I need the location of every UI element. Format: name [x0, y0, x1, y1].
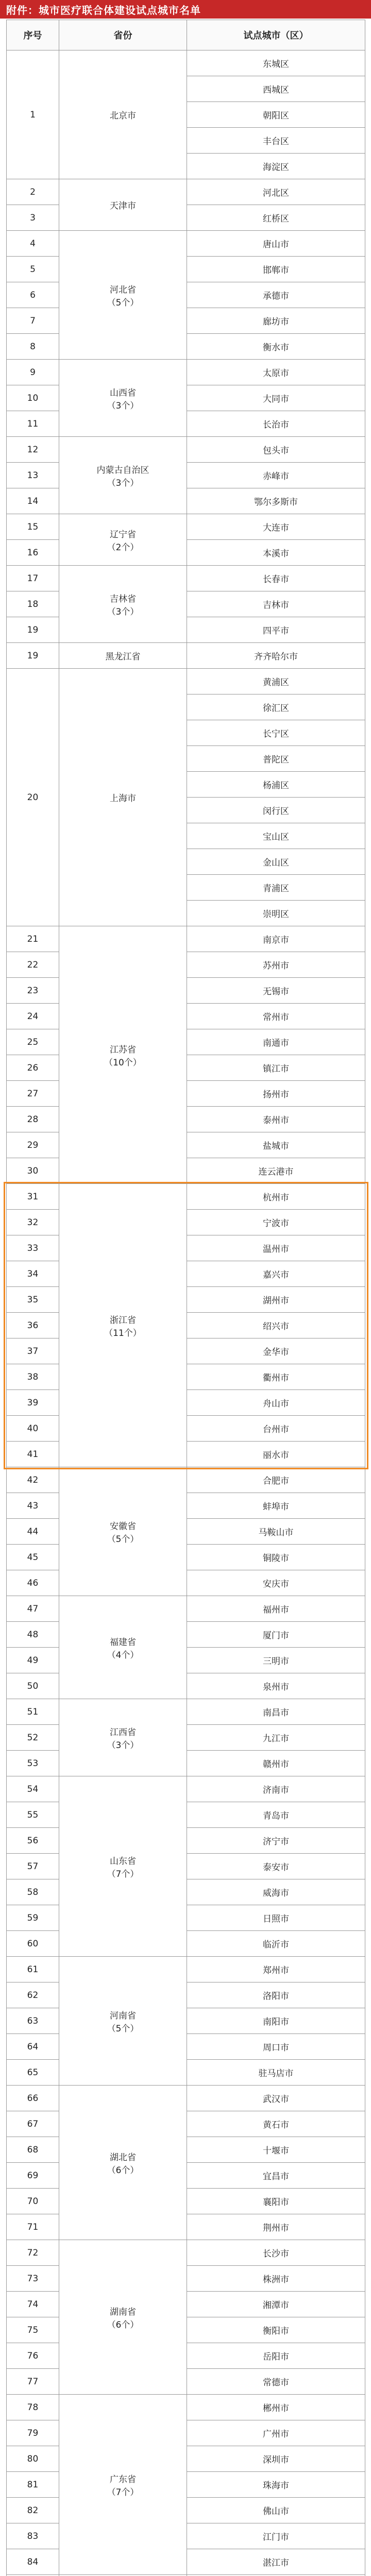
city-cell: 广州市 [187, 2420, 365, 2446]
city-cell: 青浦区 [187, 875, 365, 901]
table-row [7, 1699, 365, 1725]
city-cell: 苏州市 [187, 952, 365, 978]
row-number: 8 [7, 334, 59, 360]
table-row [7, 179, 365, 205]
province-cell: 福建省 （4个） [59, 1596, 187, 1699]
table-row [7, 50, 365, 76]
city-cell: 郑州市 [187, 1957, 365, 1982]
table-row [7, 2086, 365, 2111]
city-cell: 东城区 [187, 50, 365, 76]
city-cell: 本溪市 [187, 540, 365, 566]
city-cell: 太原市 [187, 360, 365, 385]
city-cell: 福州市 [187, 1596, 365, 1622]
city-cell: 齐齐哈尔市 [187, 643, 365, 669]
city-cell: 包头市 [187, 437, 365, 463]
row-number: 79 [7, 2420, 59, 2446]
city-cell: 蚌埠市 [187, 1493, 365, 1519]
city-cell: 南京市 [187, 926, 365, 952]
city-cell: 珠海市 [187, 2472, 365, 2498]
row-number: 49 [7, 1648, 59, 1673]
row-number: 52 [7, 1725, 59, 1751]
row-number: 42 [7, 1467, 59, 1493]
table-row [7, 1467, 365, 1493]
city-cell: 台州市 [187, 1416, 365, 1442]
row-number: 44 [7, 1519, 59, 1545]
province-cell: 河南省 （5个） [59, 1957, 187, 2086]
table-row [7, 360, 365, 385]
row-number: 23 [7, 978, 59, 1004]
city-cell: 赤峰市 [187, 463, 365, 488]
row-number: 5 [7, 257, 59, 282]
header-province: 省份 [59, 20, 187, 50]
row-number: 78 [7, 2395, 59, 2420]
page-title-bar [0, 0, 371, 19]
row-number: 9 [7, 360, 59, 385]
row-number: 39 [7, 1390, 59, 1416]
table-row [7, 926, 365, 952]
city-cell: 湖州市 [187, 1287, 365, 1313]
city-cell: 扬州市 [187, 1081, 365, 1107]
city-cell: 青岛市 [187, 1802, 365, 1828]
city-cell: 武汉市 [187, 2086, 365, 2111]
row-number: 70 [7, 2189, 59, 2214]
row-number: 76 [7, 2343, 59, 2369]
row-number: 45 [7, 1545, 59, 1570]
row-number: 71 [7, 2214, 59, 2240]
city-cell: 佛山市 [187, 2498, 365, 2523]
city-cell: 连云港市 [187, 1158, 365, 1184]
row-number: 41 [7, 1442, 59, 1467]
row-number: 69 [7, 2163, 59, 2189]
table-row [7, 437, 365, 463]
row-number: 25 [7, 1029, 59, 1055]
city-cell: 襄阳市 [187, 2189, 365, 2214]
row-number: 48 [7, 1622, 59, 1648]
city-cell: 徐汇区 [187, 694, 365, 720]
city-cell: 舟山市 [187, 1390, 365, 1416]
city-cell: 廊坊市 [187, 308, 365, 334]
row-number: 27 [7, 1081, 59, 1107]
row-number: 73 [7, 2266, 59, 2292]
row-number: 82 [7, 2498, 59, 2523]
row-number: 57 [7, 1854, 59, 1879]
city-cell: 湘潭市 [187, 2292, 365, 2317]
row-number: 51 [7, 1699, 59, 1725]
city-cell: 金华市 [187, 1338, 365, 1364]
city-cell: 十堰市 [187, 2137, 365, 2163]
province-cell: 内蒙古自治区 （3个） [59, 437, 187, 514]
row-number: 21 [7, 926, 59, 952]
table-row [7, 2240, 365, 2266]
city-cell: 九江市 [187, 1725, 365, 1751]
city-cell: 长沙市 [187, 2240, 365, 2266]
row-number: 75 [7, 2317, 59, 2343]
city-cell: 绍兴市 [187, 1313, 365, 1338]
province-cell: 湖北省 （6个） [59, 2086, 187, 2240]
row-number: 32 [7, 1210, 59, 1235]
city-cell: 金山区 [187, 849, 365, 875]
row-number: 77 [7, 2369, 59, 2395]
row-number: 58 [7, 1879, 59, 1905]
city-cell: 朝阳区 [187, 102, 365, 128]
city-cell: 岳阳市 [187, 2343, 365, 2369]
city-cell: 宜昌市 [187, 2163, 365, 2189]
row-number: 1 [7, 50, 59, 179]
city-cell: 闵行区 [187, 798, 365, 823]
table-row [7, 1596, 365, 1622]
province-cell: 山东省 （7个） [59, 1776, 187, 1957]
city-cell: 承德市 [187, 282, 365, 308]
row-number: 61 [7, 1957, 59, 1982]
city-cell: 泰州市 [187, 1107, 365, 1132]
city-cell: 三明市 [187, 1648, 365, 1673]
city-cell: 常州市 [187, 1004, 365, 1029]
city-cell: 普陀区 [187, 746, 365, 772]
city-cell: 黄浦区 [187, 669, 365, 694]
city-cell: 杭州市 [187, 1184, 365, 1210]
table-row [7, 2395, 365, 2420]
city-cell: 温州市 [187, 1235, 365, 1261]
header-city: 试点城市（区） [187, 20, 365, 50]
city-cell: 深圳市 [187, 2446, 365, 2472]
row-number: 62 [7, 1982, 59, 2008]
city-cell: 郴州市 [187, 2395, 365, 2420]
row-number: 2 [7, 179, 59, 205]
province-cell: 江西省 （3个） [59, 1699, 187, 1776]
row-number: 84 [7, 2549, 59, 2575]
city-cell: 荆州市 [187, 2214, 365, 2240]
row-number: 35 [7, 1287, 59, 1313]
city-cell: 衢州市 [187, 1364, 365, 1390]
city-cell: 海淀区 [187, 154, 365, 179]
table-row [7, 566, 365, 591]
row-number: 7 [7, 308, 59, 334]
row-number: 43 [7, 1493, 59, 1519]
city-cell: 长宁区 [187, 720, 365, 746]
row-number: 60 [7, 1931, 59, 1957]
row-number: 83 [7, 2523, 59, 2549]
city-cell: 衡阳市 [187, 2317, 365, 2343]
row-number: 18 [7, 591, 59, 617]
row-number: 81 [7, 2472, 59, 2498]
row-number: 19 [7, 617, 59, 643]
city-cell: 铜陵市 [187, 1545, 365, 1570]
province-cell: 河北省 （5个） [59, 231, 187, 360]
row-number: 38 [7, 1364, 59, 1390]
row-number: 68 [7, 2137, 59, 2163]
row-number: 3 [7, 205, 59, 231]
row-number: 53 [7, 1751, 59, 1776]
city-cell: 丰台区 [187, 128, 365, 154]
city-cell: 洛阳市 [187, 1982, 365, 2008]
city-cell: 嘉兴市 [187, 1261, 365, 1287]
row-number: 65 [7, 2060, 59, 2086]
city-cell: 南通市 [187, 1029, 365, 1055]
city-cell: 黄石市 [187, 2111, 365, 2137]
city-cell: 西城区 [187, 76, 365, 102]
city-cell: 大同市 [187, 385, 365, 411]
row-number: 72 [7, 2240, 59, 2266]
row-number: 59 [7, 1905, 59, 1931]
city-cell: 衡水市 [187, 334, 365, 360]
city-cell: 马鞍山市 [187, 1519, 365, 1545]
city-cell: 济南市 [187, 1776, 365, 1802]
row-number: 64 [7, 2034, 59, 2060]
city-cell: 河北区 [187, 179, 365, 205]
province-cell: 吉林省 （3个） [59, 566, 187, 643]
row-number: 17 [7, 566, 59, 591]
pilot-city-table [6, 20, 365, 2576]
table-body [7, 50, 365, 2576]
table-row [7, 1184, 365, 1210]
city-cell: 四平市 [187, 617, 365, 643]
header-no: 序号 [7, 20, 59, 50]
row-number: 29 [7, 1132, 59, 1158]
row-number: 13 [7, 463, 59, 488]
city-cell: 镇江市 [187, 1055, 365, 1081]
row-number: 37 [7, 1338, 59, 1364]
city-cell: 南阳市 [187, 2008, 365, 2034]
page-title: 附件：城市医疗联合体建设试点城市名单 [6, 4, 201, 16]
city-cell: 临沂市 [187, 1931, 365, 1957]
row-number: 34 [7, 1261, 59, 1287]
row-number: 10 [7, 385, 59, 411]
city-cell: 杨浦区 [187, 772, 365, 798]
row-number: 54 [7, 1776, 59, 1802]
row-number: 6 [7, 282, 59, 308]
city-cell: 邯郸市 [187, 257, 365, 282]
province-cell: 浙江省 （11个） [59, 1184, 187, 1467]
city-cell: 安庆市 [187, 1570, 365, 1596]
row-number: 67 [7, 2111, 59, 2137]
row-number: 55 [7, 1802, 59, 1828]
city-cell: 周口市 [187, 2034, 365, 2060]
row-number: 20 [7, 669, 59, 926]
table-wrapper [0, 19, 371, 2576]
row-number: 31 [7, 1184, 59, 1210]
row-number: 15 [7, 514, 59, 540]
province-cell: 辽宁省 （2个） [59, 514, 187, 566]
city-cell: 吉林市 [187, 591, 365, 617]
city-cell: 日照市 [187, 1905, 365, 1931]
city-cell: 宁波市 [187, 1210, 365, 1235]
table-row [7, 643, 365, 669]
city-cell: 泉州市 [187, 1673, 365, 1699]
city-cell: 南昌市 [187, 1699, 365, 1725]
city-cell: 红桥区 [187, 205, 365, 231]
city-cell: 宝山区 [187, 823, 365, 849]
row-number: 14 [7, 488, 59, 514]
province-cell: 北京市 [59, 50, 187, 179]
city-cell: 厦门市 [187, 1622, 365, 1648]
province-cell: 湖南省 （6个） [59, 2240, 187, 2395]
city-cell: 大连市 [187, 514, 365, 540]
row-number: 24 [7, 1004, 59, 1029]
row-number: 33 [7, 1235, 59, 1261]
row-number: 47 [7, 1596, 59, 1622]
table-row [7, 1776, 365, 1802]
city-cell: 盐城市 [187, 1132, 365, 1158]
city-cell: 株洲市 [187, 2266, 365, 2292]
row-number: 16 [7, 540, 59, 566]
city-cell: 长春市 [187, 566, 365, 591]
row-number: 56 [7, 1828, 59, 1854]
city-cell: 江门市 [187, 2523, 365, 2549]
province-cell: 山西省 （3个） [59, 360, 187, 437]
table-row [7, 669, 365, 694]
city-cell: 威海市 [187, 1879, 365, 1905]
province-cell: 江苏省 （10个） [59, 926, 187, 1184]
city-cell: 赣州市 [187, 1751, 365, 1776]
row-number: 74 [7, 2292, 59, 2317]
row-number: 19 [7, 643, 59, 669]
row-number: 4 [7, 231, 59, 257]
city-cell: 鄂尔多斯市 [187, 488, 365, 514]
province-cell: 安徽省 （5个） [59, 1467, 187, 1596]
city-cell: 丽水市 [187, 1442, 365, 1467]
row-number: 11 [7, 411, 59, 437]
row-number: 28 [7, 1107, 59, 1132]
city-cell: 合肥市 [187, 1467, 365, 1493]
city-cell: 唐山市 [187, 231, 365, 257]
city-cell: 驻马店市 [187, 2060, 365, 2086]
city-cell: 济宁市 [187, 1828, 365, 1854]
row-number: 46 [7, 1570, 59, 1596]
city-cell: 湛江市 [187, 2549, 365, 2575]
table-row [7, 231, 365, 257]
table-header-row [7, 20, 365, 50]
city-cell: 泰安市 [187, 1854, 365, 1879]
row-number: 50 [7, 1673, 59, 1699]
row-number: 30 [7, 1158, 59, 1184]
province-cell: 广东省 （7个） [59, 2395, 187, 2575]
city-cell: 长治市 [187, 411, 365, 437]
province-cell: 黑龙江省 [59, 643, 187, 669]
city-cell: 崇明区 [187, 901, 365, 926]
province-cell: 天津市 [59, 179, 187, 231]
row-number: 40 [7, 1416, 59, 1442]
row-number: 36 [7, 1313, 59, 1338]
row-number: 80 [7, 2446, 59, 2472]
row-number: 26 [7, 1055, 59, 1081]
city-cell: 常德市 [187, 2369, 365, 2395]
table-row [7, 514, 365, 540]
row-number: 12 [7, 437, 59, 463]
row-number: 63 [7, 2008, 59, 2034]
province-cell: 上海市 [59, 669, 187, 926]
city-cell: 无锡市 [187, 978, 365, 1004]
row-number: 22 [7, 952, 59, 978]
row-number: 66 [7, 2086, 59, 2111]
table-row [7, 1957, 365, 1982]
